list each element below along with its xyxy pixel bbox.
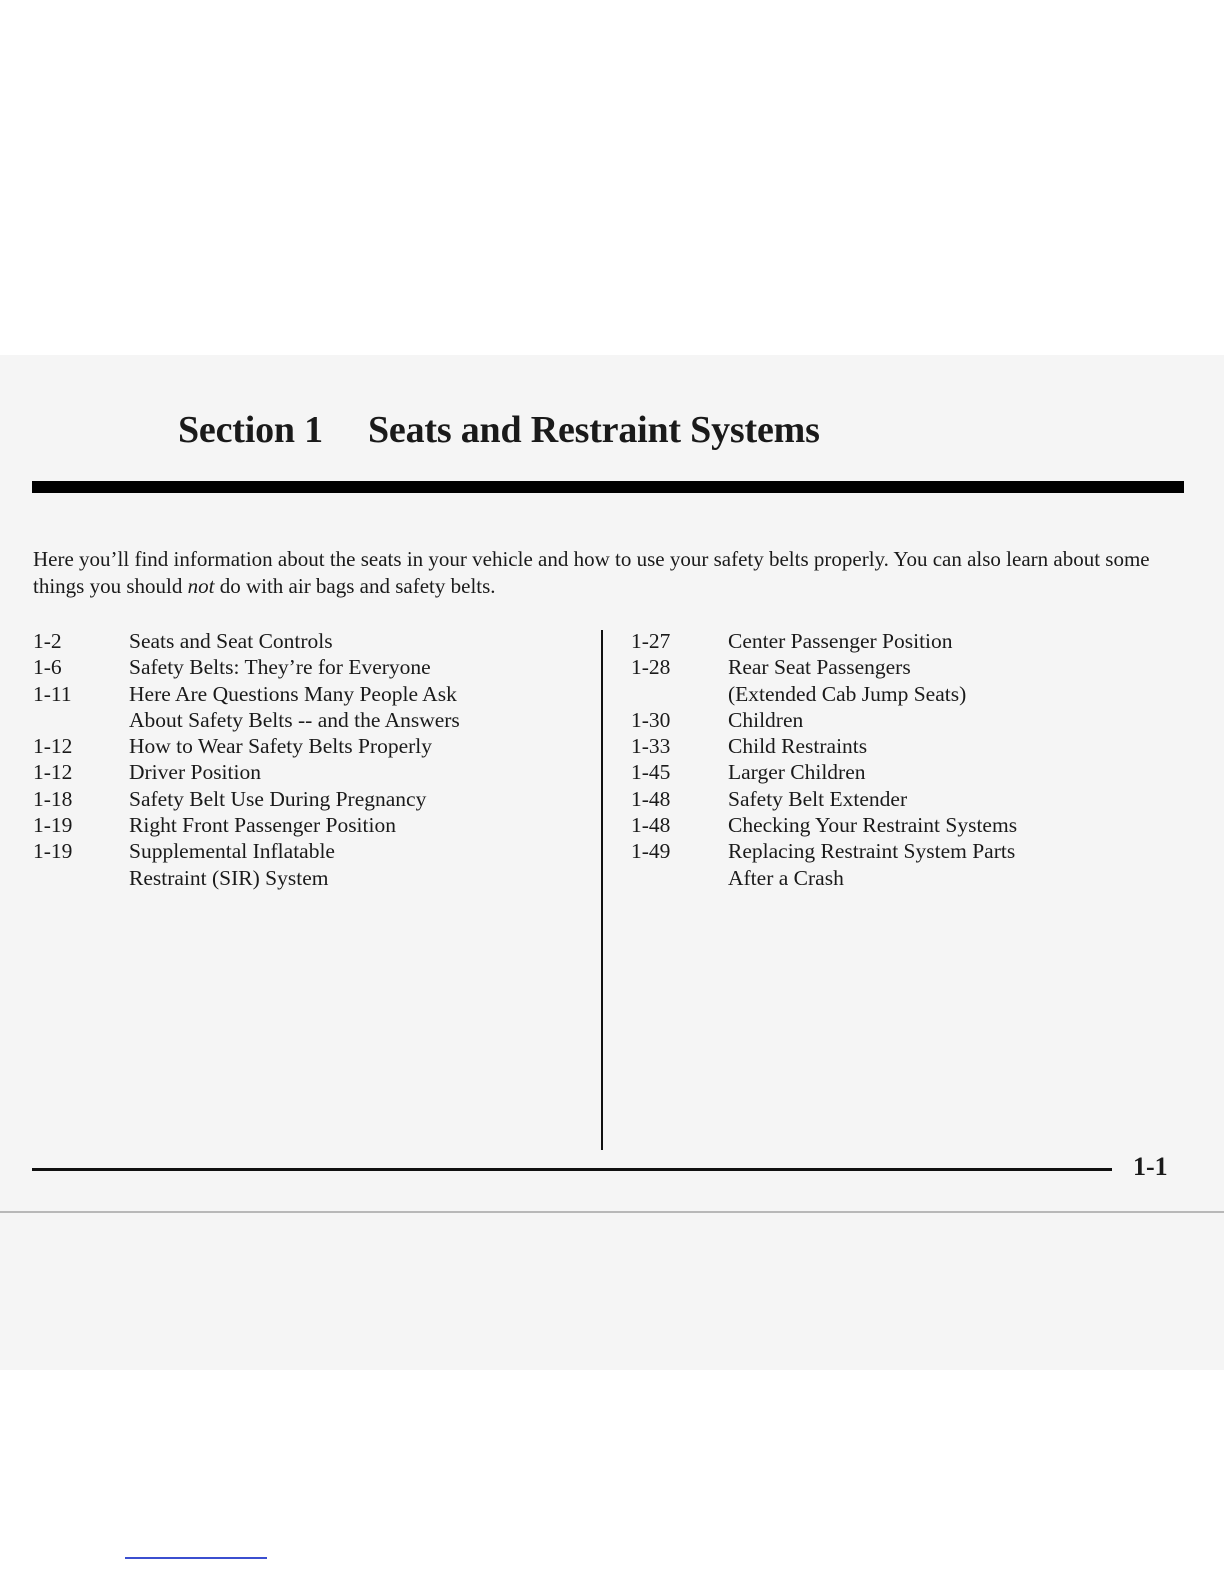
toc-page-number: 1-49 <box>631 839 671 864</box>
toc-page-number: 1-6 <box>33 655 62 680</box>
toc-entry-line: Seats and Seat Controls <box>129 629 333 653</box>
toc-entry-line: Driver Position <box>129 760 261 785</box>
toc-entry-title <box>129 654 431 680</box>
toc-entry-title <box>129 628 333 654</box>
toc-entry[interactable] <box>631 812 1017 838</box>
intro-text-start: Here you’ll find information about the seats in your vehicle and how to use your safety belts properly. You can also learn about some things you should <box>33 547 1150 598</box>
toc-entry-line: Replacing Restraint System Parts <box>728 839 1016 864</box>
toc-right-column <box>631 628 1017 891</box>
toc-entry[interactable] <box>33 759 460 785</box>
toc-entry-line: Supplemental Inflatable <box>129 839 335 864</box>
toc-entry[interactable] <box>33 628 460 654</box>
toc-entry-title <box>728 786 907 812</box>
toc-entry-title <box>728 628 953 654</box>
toc-entry-line: Safety Belt Extender <box>728 786 908 811</box>
toc-entry[interactable] <box>33 812 460 838</box>
toc-entry-title <box>129 681 460 734</box>
toc-page-number: 1-18 <box>33 786 73 811</box>
section-heading <box>178 408 820 452</box>
toc-entry[interactable] <box>631 707 1017 733</box>
footer-rule <box>32 1168 1112 1171</box>
toc-entry-title <box>129 838 335 891</box>
toc-entry[interactable] <box>33 838 460 891</box>
toc-entry[interactable] <box>33 681 460 734</box>
toc-entry-line: Right Front Passenger Position <box>129 813 396 838</box>
toc-entry-line: Center Passenger Position <box>728 629 953 653</box>
toc-left-column <box>33 628 460 891</box>
scan-edge-line <box>0 1211 1224 1213</box>
toc-page-number: 1-33 <box>631 734 671 759</box>
toc-entry-line: How to Wear Safety Belts Properly <box>129 734 432 759</box>
toc-entry[interactable] <box>631 654 1017 707</box>
toc-entry-line: Here Are Questions Many People Ask <box>129 681 457 706</box>
toc-page-number: 1-27 <box>631 629 671 653</box>
toc-page-number: 1-30 <box>631 707 671 732</box>
toc-entry[interactable] <box>631 786 1017 812</box>
toc-page-number: 1-48 <box>631 813 671 838</box>
toc-entry[interactable] <box>33 733 460 759</box>
toc-entry-title <box>728 838 1015 891</box>
section-title: Seats and Restraint Systems <box>368 409 820 451</box>
intro-paragraph <box>33 546 1193 600</box>
toc-page-number: 1-19 <box>33 813 73 838</box>
title-divider <box>32 481 1184 493</box>
intro-text-end: do with air bags and safety belts. <box>214 574 496 598</box>
toc-page-number: 1-19 <box>33 839 73 864</box>
toc-entry-line: Larger Children <box>728 760 866 785</box>
toc-page-number: 1-12 <box>33 734 73 759</box>
intro-emphasis: not <box>187 574 215 598</box>
toc-entry-line: (Extended Cab Jump Seats) <box>728 681 967 706</box>
toc-page-number: 1-2 <box>33 629 62 653</box>
toc-page-number: 1-48 <box>631 786 671 811</box>
toc-entry-title <box>728 733 867 759</box>
toc-entry-line: Rear Seat Passengers <box>728 655 911 680</box>
toc-entry-title <box>129 812 396 838</box>
toc-entry[interactable] <box>33 786 460 812</box>
toc-entry-line: Safety Belts: They’re for Everyone <box>129 655 431 680</box>
section-number: Section 1 <box>178 409 323 451</box>
toc-page-number: 1-11 <box>33 681 72 706</box>
toc-entry-line: About Safety Belts -- and the Answers <box>129 707 460 732</box>
toc-entry-title <box>728 759 866 785</box>
toc-entry[interactable] <box>631 759 1017 785</box>
toc-entry-title <box>728 812 1017 838</box>
toc-entry-line: Checking Your Restraint Systems <box>728 813 1018 838</box>
toc-entry[interactable] <box>33 654 460 680</box>
toc-entry-line: Safety Belt Use During Pregnancy <box>129 786 427 811</box>
toc-entry-line: After a Crash <box>728 865 844 890</box>
toc-entry-title <box>728 707 803 733</box>
toc-entry[interactable] <box>631 838 1017 891</box>
toc-entry-line: Restraint (SIR) System <box>129 865 329 890</box>
toc-entry-line: Children <box>728 707 804 732</box>
toc-page-number: 1-12 <box>33 760 73 785</box>
link-underline <box>125 1557 267 1559</box>
toc-entry[interactable] <box>631 733 1017 759</box>
toc-entry-title <box>129 733 432 759</box>
page-number: 1-1 <box>1133 1152 1168 1181</box>
toc-entry-title <box>129 759 261 785</box>
toc-page-number: 1-45 <box>631 760 671 785</box>
toc-page-number: 1-28 <box>631 655 671 680</box>
toc-entry-line: Child Restraints <box>728 734 868 759</box>
toc-entry-title <box>129 786 426 812</box>
toc-entry-title <box>728 654 966 707</box>
column-divider <box>601 630 603 1150</box>
toc-entry[interactable] <box>631 628 1017 654</box>
